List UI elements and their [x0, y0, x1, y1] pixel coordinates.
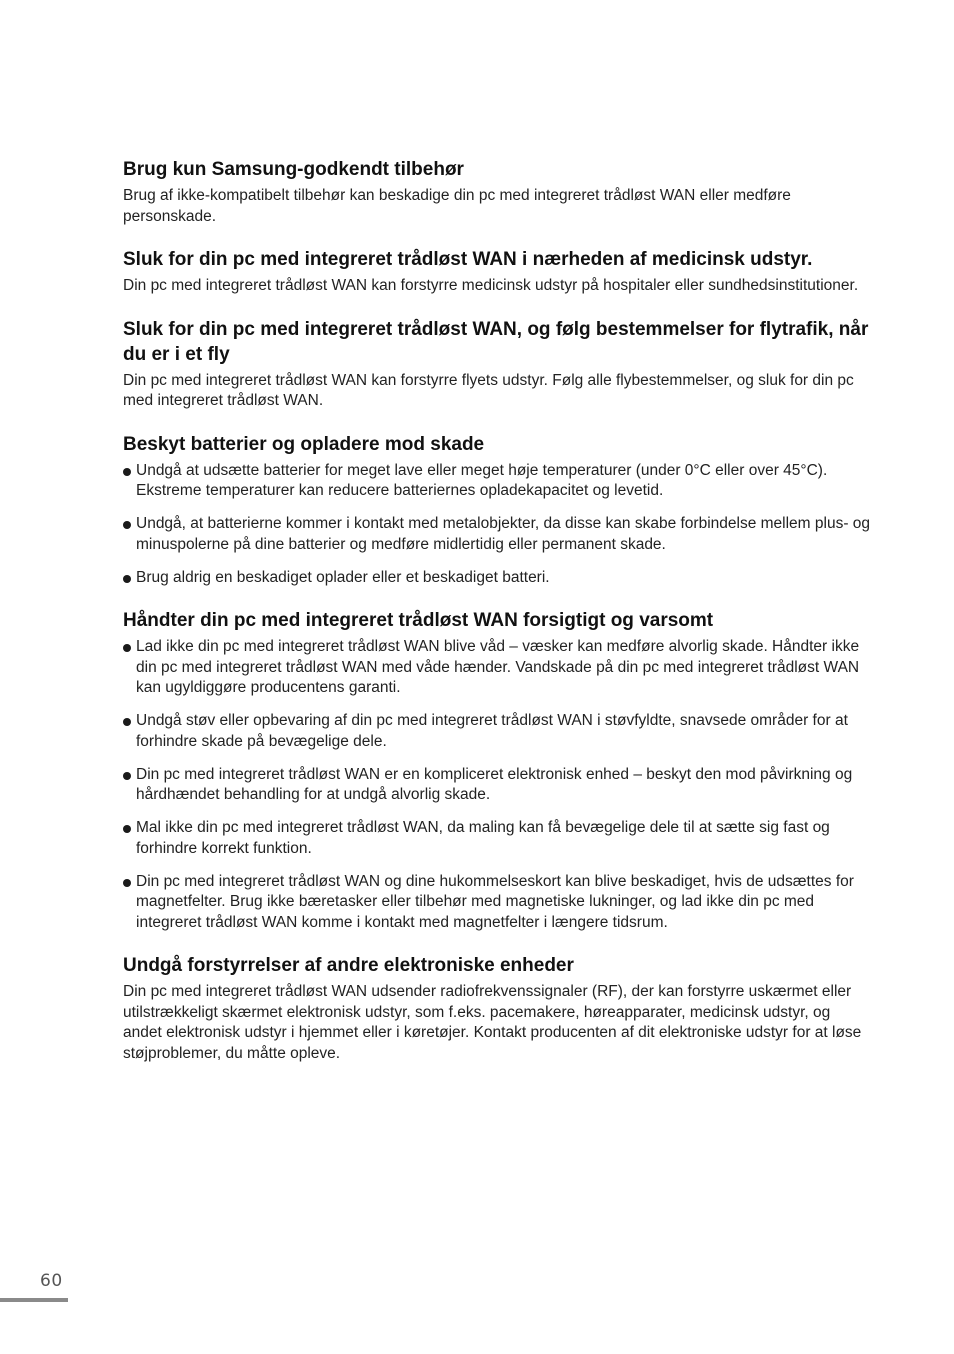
- list-item-text: Undgå støv eller opbevaring af din pc med integreret trådløst WAN i støvfyldte, snavsede områder for at forhindre skade på bevægelige dele.: [136, 712, 848, 750]
- list-item-text: Mal ikke din pc med integreret trådløst WAN, da maling kan få bevægelige dele til at sætte sig fast og forhindre korrekt funktion.: [136, 819, 830, 857]
- page-number-rule: [0, 1298, 68, 1302]
- bullet-icon: [123, 718, 131, 726]
- list-item-text: Undgå at udsætte batterier for meget lave eller meget høje temperaturer (under 0°C eller over 45°C). Ekstreme temperaturer kan reducere batteriernes opladekapacitet og levetid.: [136, 461, 828, 499]
- section-batteries: [123, 432, 871, 589]
- bullet-icon: [123, 575, 131, 583]
- list-item-text: Din pc med integreret trådløst WAN er en kompliceret elektronisk enhed – beskyt den mod påvirkning og hårdhændet behandling for at undgå alvorlig skade.: [136, 765, 853, 803]
- bullet-icon: [123, 644, 131, 652]
- list-item: [123, 818, 871, 859]
- list-item: [123, 568, 871, 589]
- section-heading: Beskyt batterier og opladere mod skade: [123, 433, 485, 455]
- section-interference: [123, 953, 871, 1064]
- document-body: [123, 157, 871, 1084]
- section-accessories: [123, 157, 871, 227]
- list-item-text: Lad ikke din pc med integreret trådløst WAN blive våd – væsker kan medføre alvorlig skade. Håndter ikke din pc med integreret trådløst WAN med våde hænder. Vandskade på din pc med integreret trådløst WAN kan ugyldiggøre producentens garanti.: [136, 638, 860, 696]
- list-item: [123, 514, 871, 555]
- section-text: Din pc med integreret trådløst WAN udsender radiofrekvenssignaler (RF), der kan forstyrre uskærmet eller utilstrækkeligt skærmet elektronisk udstyr, som f.eks. pacemakere, høreapparater, medicinsk udstyr, og andet elektronisk udstyr i hjemmet eller i køretøjer. Kontakt producenten af dit elektroniske udstyr for at løse støjproblemer, du måtte opleve.: [123, 983, 862, 1062]
- section-medical-equipment: [123, 247, 871, 297]
- list-item: [123, 461, 871, 502]
- list-item: [123, 637, 871, 699]
- section-heading: Håndter din pc med integreret trådløst WAN forsigtigt og varsomt: [123, 610, 714, 631]
- section-heading: Sluk for din pc med integreret trådløst WAN, og følg bestemmelser for flytrafik, når du er i et fly: [123, 318, 869, 365]
- list-item-text: Undgå, at batterierne kommer i kontakt med metalobjekter, da disse kan skabe forbindelse mellem plus- og minuspolerne på dine batterier og medføre midlertidig eller permanent skade.: [136, 515, 871, 553]
- section-aircraft: [123, 317, 871, 412]
- list-item: [123, 765, 871, 806]
- section-heading: Undgå forstyrrelser af andre elektroniske enheder: [123, 955, 574, 976]
- list-item: [123, 711, 871, 752]
- bullet-icon: [123, 468, 131, 476]
- list-item-text: Din pc med integreret trådløst WAN og dine hukommelseskort kan blive beskadiget, hvis de udsættes for magnetfelter. Brug ikke bæretasker eller tilbehør med magnetiske lukninger, og lad ikke din pc med integreret trådløst WAN komme i kontakt med magnetfelter i længere tidsrum.: [136, 872, 854, 931]
- section-text: Din pc med integreret trådløst WAN kan forstyrre flyets udstyr. Følg alle flybestemmelser, og sluk for din pc med integreret trådløst WAN.: [123, 371, 854, 409]
- list-item: [123, 872, 871, 934]
- section-text: Brug af ikke-kompatibelt tilbehør kan beskadige din pc med integreret trådløst WAN eller medføre personskade.: [123, 187, 791, 225]
- section-heading: Sluk for din pc med integreret trådløst WAN i nærheden af medicinsk udstyr.: [123, 249, 813, 270]
- list-item-text: Brug aldrig en beskadiget oplader eller et beskadiget batteri.: [136, 568, 550, 586]
- bullet-icon: [123, 825, 131, 833]
- bullet-list: [123, 637, 871, 933]
- page-number: 60: [40, 1271, 63, 1291]
- bullet-list: [123, 461, 871, 589]
- section-heading: Brug kun Samsung-godkendt tilbehør: [123, 159, 464, 180]
- bullet-icon: [123, 521, 131, 529]
- section-handling: [123, 608, 871, 933]
- bullet-icon: [123, 772, 131, 780]
- section-text: Din pc med integreret trådløst WAN kan forstyrre medicinsk udstyr på hospitaler eller sundhedsinstitutioner.: [123, 277, 859, 294]
- bullet-icon: [123, 879, 131, 887]
